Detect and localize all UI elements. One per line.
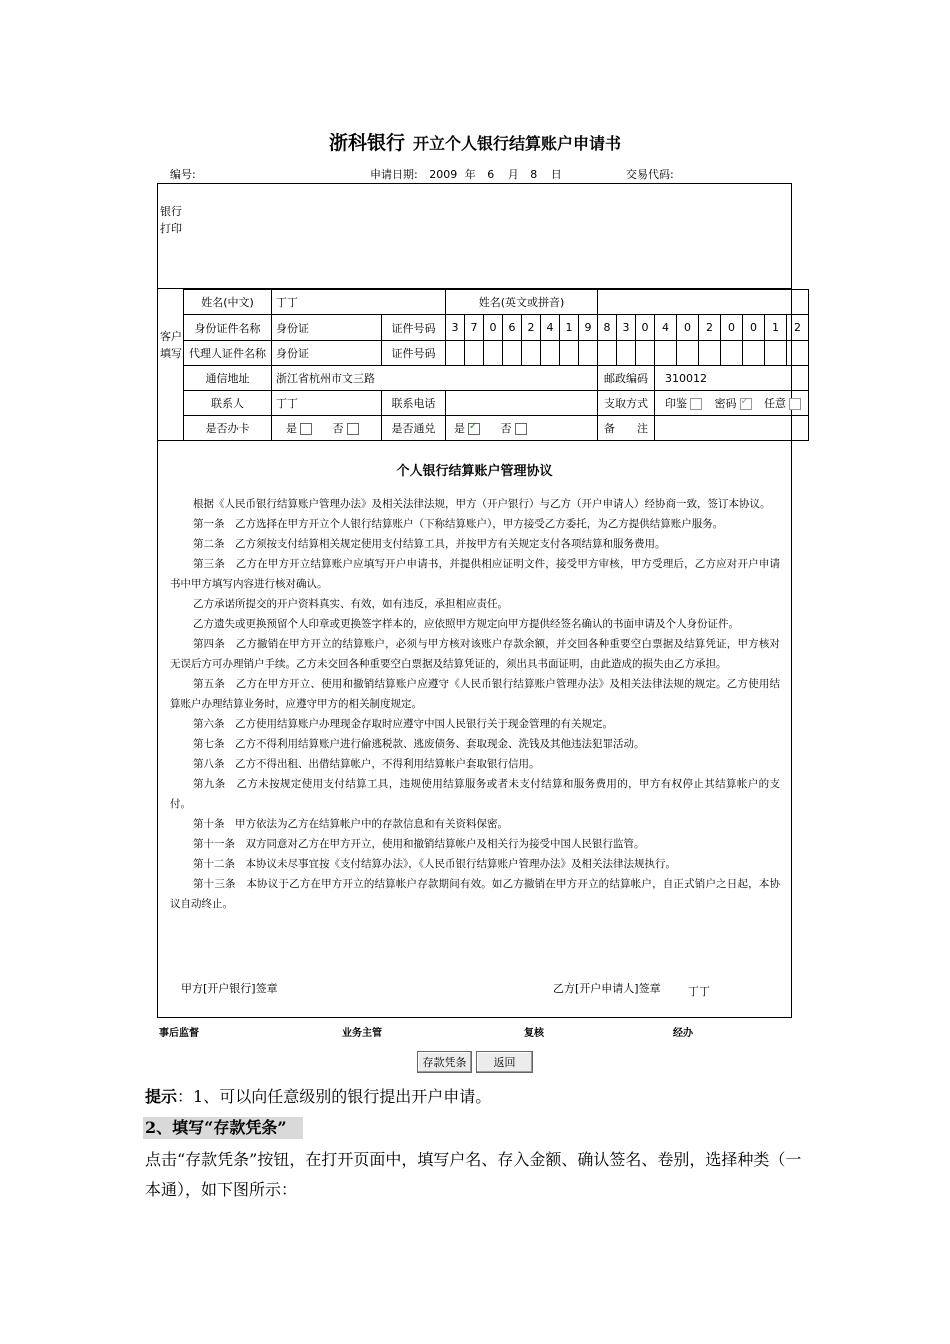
agent-id-digit[interactable] [560, 341, 579, 366]
name-cn-label: 姓名(中文) [184, 290, 272, 315]
name-en-label: 姓名(英文或拼音) [446, 290, 598, 315]
bank-print-label: 银行打印 [160, 205, 182, 235]
pay-method-options [655, 391, 809, 416]
pay-any-checkbox[interactable] [789, 398, 801, 410]
id-digit[interactable]: 4 [655, 315, 677, 341]
postcode-field[interactable]: 310012 [655, 366, 809, 391]
card-options [272, 416, 382, 441]
agent-id-no-label: 证件号码 [382, 341, 446, 366]
agent-id-digit[interactable] [446, 341, 465, 366]
footer-supervisor: 业务主管 [342, 1028, 382, 1039]
agreement-paragraph: 第二条 乙方须按支付结算相关规定使用支付结算工具，并按甲方有关规定支付各项结算和服务费用。 [193, 538, 666, 550]
pay-seal-label: 印鉴 [665, 397, 687, 410]
agreement-paragraph: 第八条 乙方不得出租、出借结算帐户，不得利用结算帐户套取银行信用。 [193, 758, 540, 770]
tip-label: 提示 [145, 1087, 178, 1106]
agent-id-digit[interactable] [541, 341, 560, 366]
agreement-title: 个人银行结算账户管理协议 [396, 464, 553, 479]
date-year: 2009 [429, 168, 458, 181]
agreement-paragraph: 第七条 乙方不得利用结算账户进行偷逃税款、逃废债务、套取现金、洗钱及其他违法犯罪活动。 [193, 738, 645, 750]
agent-id-digit[interactable] [677, 341, 699, 366]
exchange-no-checkbox[interactable] [515, 423, 527, 435]
exchange-yes-label: 是 [454, 422, 465, 435]
agent-id-digit[interactable] [765, 341, 787, 366]
agent-id-type-label: 代理人证件名称 [184, 341, 272, 366]
agent-id-digit[interactable] [636, 341, 655, 366]
name-cn-field[interactable]: 丁丁 [272, 290, 446, 315]
pay-any-label: 任意 [764, 397, 786, 410]
back-button[interactable]: 返回 [476, 1051, 533, 1073]
id-digit[interactable]: 0 [677, 315, 699, 341]
id-digit[interactable]: 0 [743, 315, 765, 341]
contact-field[interactable]: 丁丁 [272, 391, 382, 416]
party-b-signature-label: 乙方[开户申请人]签章 [553, 982, 661, 995]
trade-code-label: 交易代码: [626, 168, 674, 181]
agreement-paragraph: 第六条 乙方使用结算账户办理现金存取时应遵守中国人民银行关于现金管理的有关规定。 [193, 718, 613, 730]
agreement-paragraph: 第九条 乙方未按规定使用支付结算工具，违规使用结算服务或者未支付结算和服务费用的，甲方有权停止其结算帐户的支付。 [170, 778, 780, 810]
id-digit[interactable]: 4 [541, 315, 560, 341]
address-label: 通信地址 [184, 366, 272, 391]
agreement-paragraph: 第十二条 本协议未尽事宜按《支付结算办法》，《人民币银行结算账户管理办法》及相关法律法规执行。 [193, 858, 676, 870]
agent-id-digit[interactable] [787, 341, 809, 366]
id-digit[interactable]: 9 [579, 315, 598, 341]
id-digit[interactable]: 2 [699, 315, 721, 341]
agreement-divider [157, 440, 792, 441]
date-year-unit: 年 [464, 168, 476, 181]
pay-password-label: 密码 [714, 397, 737, 410]
id-digit[interactable]: 1 [560, 315, 579, 341]
application-date [370, 166, 562, 182]
agent-id-digit[interactable] [465, 341, 484, 366]
id-digit[interactable]: 1 [765, 315, 787, 341]
date-label: 申请日期: [370, 168, 418, 181]
bank-print-area [157, 183, 792, 289]
date-day-unit: 日 [550, 168, 562, 181]
agent-id-digit[interactable] [655, 341, 677, 366]
agent-id-digit[interactable] [699, 341, 721, 366]
phone-field[interactable] [446, 391, 598, 416]
agreement-paragraph: 第十三条 本协议于乙方在甲方开立的结算帐户存款期间有效。如乙方撤销在甲方开立的结算帐户，自正式销户之日起，本协议自动终止。 [170, 878, 780, 910]
date-month-unit: 月 [507, 168, 519, 181]
tip-line [145, 1082, 491, 1112]
agreement-body [170, 494, 780, 914]
agreement-paragraph: 第三条 乙方在甲方开立结算账户应填写开户申请书，并提供相应证明文件，接受甲方审核，甲方受理后，乙方应对开户申请书中甲方填写内容进行核对确认。 [170, 558, 780, 590]
form-title [0, 128, 950, 155]
agreement-paragraph: 根据《人民币银行结算账户管理办法》及相关法律法规，甲方（开户银行）与乙方（开户申请人）经协商一致，签订本协议。 [193, 498, 771, 510]
id-digit[interactable]: 2 [522, 315, 541, 341]
agreement-paragraph: 乙方遗失或更换预留个人印章或更换签字样本的，应依照甲方规定向甲方提供经签名确认的书面申请及个人身份证件。 [193, 618, 739, 630]
contact-label: 联系人 [184, 391, 272, 416]
remark-field[interactable] [655, 416, 809, 441]
id-digit[interactable]: 0 [484, 315, 503, 341]
tip-text: ：1、可以向任意级别的银行提出开户申请。 [177, 1087, 492, 1106]
name-en-field[interactable] [598, 290, 809, 315]
id-digit[interactable]: 7 [465, 315, 484, 341]
remark-label: 备 注 [598, 416, 655, 441]
address-field[interactable]: 浙江省杭州市文三路 [272, 366, 598, 391]
agent-id-digit[interactable] [743, 341, 765, 366]
agreement-paragraph: 第一条 乙方选择在甲方开立个人银行结算账户（下称结算账户），甲方接受乙方委托，为乙方提供结算账户服务。 [193, 518, 724, 530]
id-digit[interactable]: 2 [787, 315, 809, 341]
agent-id-digit[interactable] [617, 341, 636, 366]
id-type-label: 身份证件名称 [184, 315, 272, 341]
phone-label: 联系电话 [382, 391, 446, 416]
id-type-field[interactable]: 身份证 [272, 315, 382, 341]
agent-id-digit[interactable] [484, 341, 503, 366]
agreement-paragraph: 第十条 甲方依法为乙方在结算帐户中的存款信息和有关资料保密。 [193, 818, 508, 830]
party-a-signature: 甲方[开户银行]签章 [181, 982, 278, 995]
card-label: 是否办卡 [184, 416, 272, 441]
id-digit[interactable]: 8 [598, 315, 617, 341]
postcode-label: 邮政编码 [598, 366, 655, 391]
agreement-paragraph: 第十一条 双方同意对乙方在甲方开立，使用和撤销结算帐户及相关行为接受中国人民银行监管。 [193, 838, 645, 850]
footer-supervision: 事后监督 [159, 1028, 199, 1039]
number-label: 编号: [170, 168, 196, 181]
footer-handler: 经办 [673, 1028, 693, 1039]
agreement-paragraph: 乙方承诺所提交的开户资料真实、有效，如有违反，承担相应责任。 [193, 598, 508, 610]
instruction-text: 点击“存款凭条”按钮，在打开页面中，填写户名、存入金额、确认签名、卷别，选择种类（一本通），如下图所示： [145, 1150, 802, 1199]
footer-review: 复核 [524, 1028, 544, 1039]
agent-id-digit[interactable] [579, 341, 598, 366]
agreement-paragraph: 第五条 乙方在甲方开立、使用和撤销结算账户应遵守《人民币银行结算账户管理办法》及相关法律法规的规定。乙方使用结算账户办理结算业务时，应遵守甲方的相关制度规定。 [170, 678, 780, 710]
exchange-label: 是否通兑 [382, 416, 446, 441]
id-digit[interactable]: 0 [721, 315, 743, 341]
pay-password-checkbox[interactable] [740, 398, 752, 410]
card-no-checkbox[interactable] [347, 423, 359, 435]
section-heading: 2、填写“存款凭条” [145, 1118, 287, 1137]
card-yes-label: 是 [286, 422, 297, 435]
agent-id-digit[interactable] [522, 341, 541, 366]
exchange-yes-checkbox[interactable] [468, 423, 480, 435]
agreement-paragraph: 第四条 乙方撤销在甲方开立的结算账户，必须与甲方核对该账户存款余额，并交回各种重要空白票据及结算凭证，甲方核对无误后方可办理销户手续。乙方未交回各种重要空白票据及结算凭证的，须出具书面证明，由此造成的损失由乙方承担。 [170, 638, 780, 670]
form-name: 开立个人银行结算账户申请书 [413, 134, 622, 153]
agent-id-type-field[interactable]: 身份证 [272, 341, 382, 366]
customer-info-table [183, 289, 809, 441]
party-b-signature: 丁丁 [688, 985, 710, 998]
card-no-label: 否 [332, 422, 344, 435]
agent-id-digit[interactable] [721, 341, 743, 366]
id-digit[interactable]: 6 [503, 315, 522, 341]
date-month: 6 [487, 168, 495, 181]
customer-fill-label: 客户填写 [160, 330, 182, 360]
id-no-label: 证件号码 [382, 315, 446, 341]
id-digit[interactable]: 0 [636, 315, 655, 341]
id-digit[interactable]: 3 [446, 315, 465, 341]
pay-seal-checkbox[interactable] [690, 398, 702, 410]
date-day: 8 [530, 168, 538, 181]
exchange-no-label: 否 [500, 422, 512, 435]
exchange-options [446, 416, 598, 441]
pay-method-label: 支取方式 [598, 391, 655, 416]
agent-id-digit[interactable] [598, 341, 617, 366]
agent-id-digit[interactable] [503, 341, 522, 366]
card-yes-checkbox[interactable] [300, 423, 312, 435]
bank-name: 浙科银行 [328, 132, 405, 154]
deposit-slip-button[interactable]: 存款凭条 [417, 1051, 472, 1073]
id-digit[interactable]: 3 [617, 315, 636, 341]
